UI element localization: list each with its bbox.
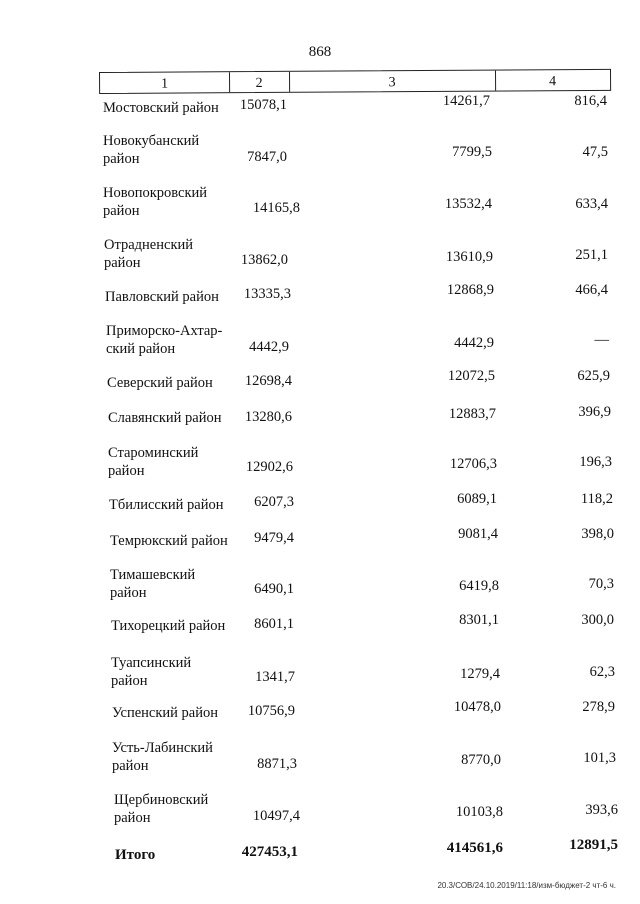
value-col-3: 12072,5 — [447, 368, 495, 384]
value-col-3: 10478,0 — [453, 699, 501, 715]
value-col-2: 13280,6 — [244, 409, 292, 425]
value-col-3: 8301,1 — [459, 612, 499, 628]
total-col-4: 12891,5 — [569, 837, 618, 853]
district-name: Туапсинский район — [111, 655, 192, 689]
table-header — [99, 69, 611, 94]
value-col-4: 101,3 — [583, 750, 616, 766]
value-col-2: 1341,7 — [255, 669, 295, 685]
value-col-3: 7799,5 — [452, 144, 492, 160]
district-name: Щербиновский район — [114, 792, 209, 826]
value-col-4: 398,0 — [581, 526, 614, 542]
district-name: Северский район — [107, 375, 213, 391]
district-name: Отрадненский район — [104, 237, 194, 271]
value-col-2: 15078,1 — [239, 97, 287, 113]
district-name: Тбилисский район — [109, 497, 224, 513]
value-col-4: 633,4 — [575, 196, 608, 212]
footer-stamp: 20.3/СОВ/24.10.2019/11:18/изм-бюджет-2 чт-6 ч. — [437, 881, 616, 890]
value-col-3: 6419,8 — [459, 578, 499, 594]
district-name: Тимашевский район — [110, 567, 196, 601]
page-number: 868 — [308, 44, 332, 60]
value-col-3: 8770,0 — [461, 752, 501, 768]
value-col-4: 278,9 — [582, 699, 615, 715]
value-col-3: 12883,7 — [448, 406, 496, 422]
value-col-4: 393,6 — [585, 802, 618, 818]
value-col-4: 251,1 — [575, 247, 608, 263]
value-col-3: 6089,1 — [457, 491, 497, 507]
header-col-4: 4 — [549, 74, 557, 90]
value-col-2: 13335,3 — [243, 286, 291, 302]
value-col-2: 6207,3 — [254, 494, 294, 510]
total-label: Итого — [115, 847, 156, 863]
value-col-4: — — [594, 332, 609, 348]
value-col-2: 9479,4 — [254, 530, 294, 546]
value-col-4: 816,4 — [574, 93, 607, 109]
value-col-2: 10497,4 — [252, 808, 300, 824]
value-col-3: 4442,9 — [454, 335, 494, 351]
value-col-2: 13862,0 — [240, 252, 288, 268]
value-col-4: 47,5 — [582, 144, 608, 160]
value-col-3: 12706,3 — [449, 456, 497, 472]
value-col-2: 8601,1 — [254, 616, 294, 632]
value-col-2: 7847,0 — [247, 149, 287, 165]
district-name: Мостовский район — [103, 100, 219, 116]
district-name: Успенский район — [112, 705, 218, 721]
district-name: Староминский район — [108, 445, 199, 479]
district-name: Темрюкский район — [110, 533, 228, 549]
district-name: Новокубанский район — [103, 133, 200, 167]
value-col-2: 12902,6 — [245, 459, 293, 475]
value-col-2: 8871,3 — [257, 756, 297, 772]
district-name: Усть-Лабинский район — [112, 740, 213, 774]
value-col-2: 4442,9 — [249, 339, 289, 355]
header-col-2: 2 — [255, 76, 263, 92]
value-col-3: 13610,9 — [445, 249, 493, 265]
value-col-3: 12868,9 — [446, 282, 494, 298]
value-col-3: 14261,7 — [442, 93, 490, 109]
value-col-4: 70,3 — [588, 576, 614, 592]
value-col-2: 10756,9 — [247, 703, 295, 719]
value-col-2: 6490,1 — [254, 581, 294, 597]
value-col-4: 196,3 — [579, 454, 612, 470]
value-col-3: 9081,4 — [458, 526, 498, 542]
value-col-4: 396,9 — [578, 404, 611, 420]
value-col-3: 1279,4 — [460, 666, 500, 682]
district-name: Тихорецкий район — [111, 618, 226, 634]
district-name: Новопокровский район — [103, 185, 208, 219]
header-col-3: 3 — [388, 75, 396, 91]
total-col-2: 427453,1 — [241, 844, 298, 860]
value-col-2: 12698,4 — [244, 373, 292, 389]
value-col-4: 300,0 — [581, 612, 614, 628]
value-col-4: 62,3 — [589, 664, 615, 680]
district-name: Приморско-Ахтар-ский район — [106, 323, 223, 357]
district-name: Павловский район — [105, 289, 219, 305]
value-col-4: 118,2 — [580, 491, 613, 507]
header-col-1: 1 — [161, 76, 169, 92]
value-col-4: 466,4 — [575, 282, 608, 298]
value-col-3: 10103,8 — [455, 804, 503, 820]
district-name: Славянский район — [108, 410, 222, 426]
value-col-2: 14165,8 — [252, 200, 300, 216]
value-col-3: 13532,4 — [444, 196, 492, 212]
value-col-4: 625,9 — [577, 368, 610, 384]
total-col-3: 414561,6 — [446, 840, 503, 856]
